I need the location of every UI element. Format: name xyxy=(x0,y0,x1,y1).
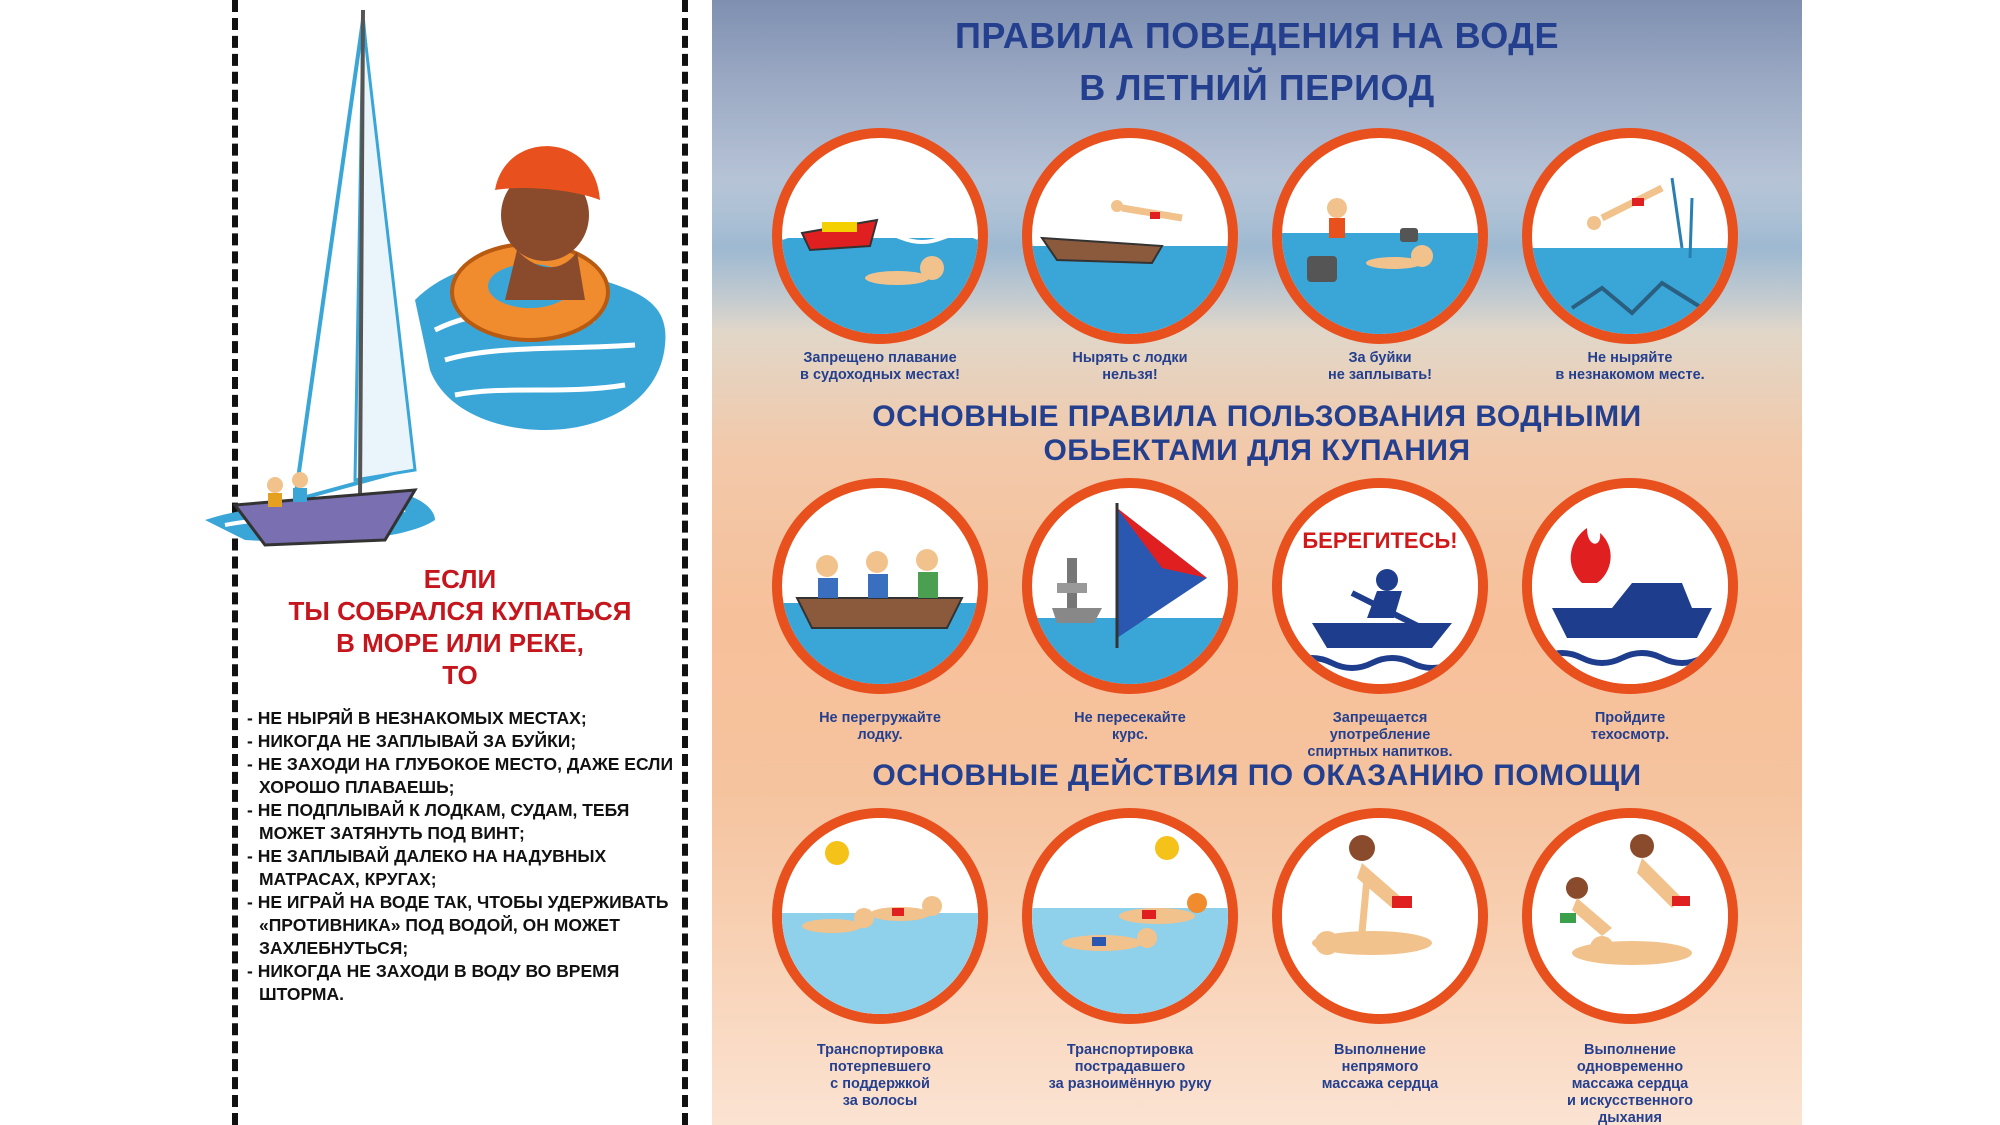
caption xyxy=(1510,350,1750,384)
caption-line: Выполнение xyxy=(1584,1042,1676,1058)
list-item: - НЕ ЗАПЛЫВАЙ ДАЛЕКО НА НАДУВНЫХ МАТРАСАХ, КРУГАХ; xyxy=(247,845,687,891)
caption-line: в незнакомом месте. xyxy=(1555,367,1705,383)
caption-line: за разноимённую руку xyxy=(1048,1076,1212,1092)
caption-line: лодку. xyxy=(857,727,903,743)
section-title-line: ОСНОВНЫЕ ПРАВИЛА ПОЛЬЗОВАНИЯ ВОДНЫМИ xyxy=(872,400,1642,433)
caption-line: дыхания xyxy=(1598,1110,1662,1125)
caption xyxy=(760,350,1000,384)
caption-line: Нырять с лодки xyxy=(1072,350,1188,366)
caption-line: Транспортировка xyxy=(1066,1042,1194,1058)
caption xyxy=(1010,350,1250,384)
section-title-line: ОСНОВНЫЕ ДЕЙСТВИЯ ПО ОКАЗАНИЮ ПОМОЩИ xyxy=(872,759,1642,792)
caption-line: Не ныряйте xyxy=(1587,350,1673,366)
poster-title-line: ПРАВИЛА ПОВЕДЕНИЯ НА ВОДЕ xyxy=(955,15,1559,56)
diving-unknown-place-icon xyxy=(1522,128,1738,344)
caption-line: массажа сердца xyxy=(1321,1076,1439,1092)
swimming-past-buoys-icon xyxy=(1272,128,1488,344)
tow-by-hair-icon xyxy=(772,808,988,1024)
cpr-breathing-icon xyxy=(1522,808,1738,1024)
caption-line: и искусственного xyxy=(1567,1093,1693,1109)
caption xyxy=(1260,710,1500,761)
diving-from-boat-icon xyxy=(1022,128,1238,344)
leaflet-heading-line: ТЫ СОБРАЛСЯ КУПАТЬСЯ xyxy=(288,596,632,626)
leaflet-heading xyxy=(240,563,680,691)
caption-line: одновременно xyxy=(1576,1059,1684,1075)
list-item: - НИКОГДА НЕ ЗАХОДИ В ВОДУ ВО ВРЕМЯ ШТОРМА. xyxy=(247,960,687,1006)
caption-line: Транспортировка xyxy=(816,1042,944,1058)
caption-line: Выполнение xyxy=(1334,1042,1426,1058)
section-title-line: ОБЬЕКТАМИ ДЛЯ КУПАНИЯ xyxy=(1043,434,1471,467)
list-item: - НЕ ПОДПЛЫВАЙ К ЛОДКАМ, СУДАМ, ТЕБЯ МОЖЕТ ЗАТЯНУТЬ ПОД ВИНТ; xyxy=(247,799,687,845)
warning-sign-text: БЕРЕГИТЕСЬ! xyxy=(1302,528,1458,553)
caption-line: За буйки xyxy=(1348,350,1412,366)
water-safety-poster xyxy=(712,0,1802,1125)
caption xyxy=(1510,1042,1750,1125)
caption-line: курс. xyxy=(1111,727,1149,743)
tow-by-arm-icon xyxy=(1022,808,1238,1024)
sailboat-child-illustration xyxy=(205,0,675,560)
leaflet-heading-line: ТО xyxy=(442,660,478,690)
poster-title-line: В ЛЕТНИЙ ПЕРИОД xyxy=(1079,67,1435,108)
caption xyxy=(760,1042,1000,1110)
chest-compression-icon xyxy=(1272,808,1488,1024)
caption xyxy=(1260,1042,1500,1093)
list-item: - НЕ НЫРЯЙ В НЕЗНАКОМЫХ МЕСТАХ; xyxy=(247,707,687,730)
caption xyxy=(1510,710,1750,744)
caption-line: массажа сердца xyxy=(1571,1076,1689,1092)
burning-motorboat-icon xyxy=(1522,478,1738,694)
caption-line: пострадавшего xyxy=(1074,1059,1186,1075)
caption xyxy=(1260,350,1500,384)
list-item: - НЕ ИГРАЙ НА ВОДЕ ТАК, ЧТОБЫ УДЕРЖИВАТЬ «ПРОТИВНИКА» ПОД ВОДОЙ, ОН МОЖЕТ ЗАХЛЕБНУТЬСЯ; xyxy=(247,891,687,960)
caption-line: спиртных напитков. xyxy=(1307,744,1453,760)
caption-line: потерпевшего xyxy=(829,1059,931,1075)
caption-line: Пройдите xyxy=(1594,710,1666,726)
caption-line: за волосы xyxy=(842,1093,918,1109)
caption-line: употребление xyxy=(1329,727,1431,743)
list-item: - НИКОГДА НЕ ЗАПЛЫВАЙ ЗА БУЙКИ; xyxy=(247,730,687,753)
caption xyxy=(760,710,1000,744)
caption-line: техосмотр. xyxy=(1590,727,1670,743)
caption-line: Запрещается xyxy=(1332,710,1428,726)
caption-line: в судоходных местах! xyxy=(800,367,960,383)
section-title xyxy=(712,400,1802,468)
list-item: - НЕ ЗАХОДИ НА ГЛУБОКОЕ МЕСТО, ДАЖЕ ЕСЛИ ХОРОШО ПЛАВАЕШЬ; xyxy=(247,753,687,799)
caption xyxy=(1010,1042,1250,1093)
caption-line: не заплывать! xyxy=(1328,367,1432,383)
swimmer-near-motorboat-icon xyxy=(772,128,988,344)
rowing-warning-icon xyxy=(1272,478,1488,694)
caption-line: Запрещено плавание xyxy=(803,350,957,366)
overloaded-boat-icon xyxy=(772,478,988,694)
leaflet-heading-line: ЕСЛИ xyxy=(423,564,497,594)
section-title xyxy=(712,758,1802,794)
leaflet-heading-line: В МОРЕ ИЛИ РЕКЕ, xyxy=(336,628,584,658)
caption-line: нельзя! xyxy=(1102,367,1158,383)
poster-title xyxy=(712,10,1802,114)
caption xyxy=(1010,710,1250,744)
caption-line: с поддержкой xyxy=(830,1076,930,1092)
caption-line: непрямого xyxy=(1341,1059,1419,1075)
caption-line: Не пересекайте xyxy=(1074,710,1186,726)
caption-line: Не перегружайте xyxy=(819,710,941,726)
windsurfer-ship-icon xyxy=(1022,478,1238,694)
safety-rules-list xyxy=(247,707,687,1006)
